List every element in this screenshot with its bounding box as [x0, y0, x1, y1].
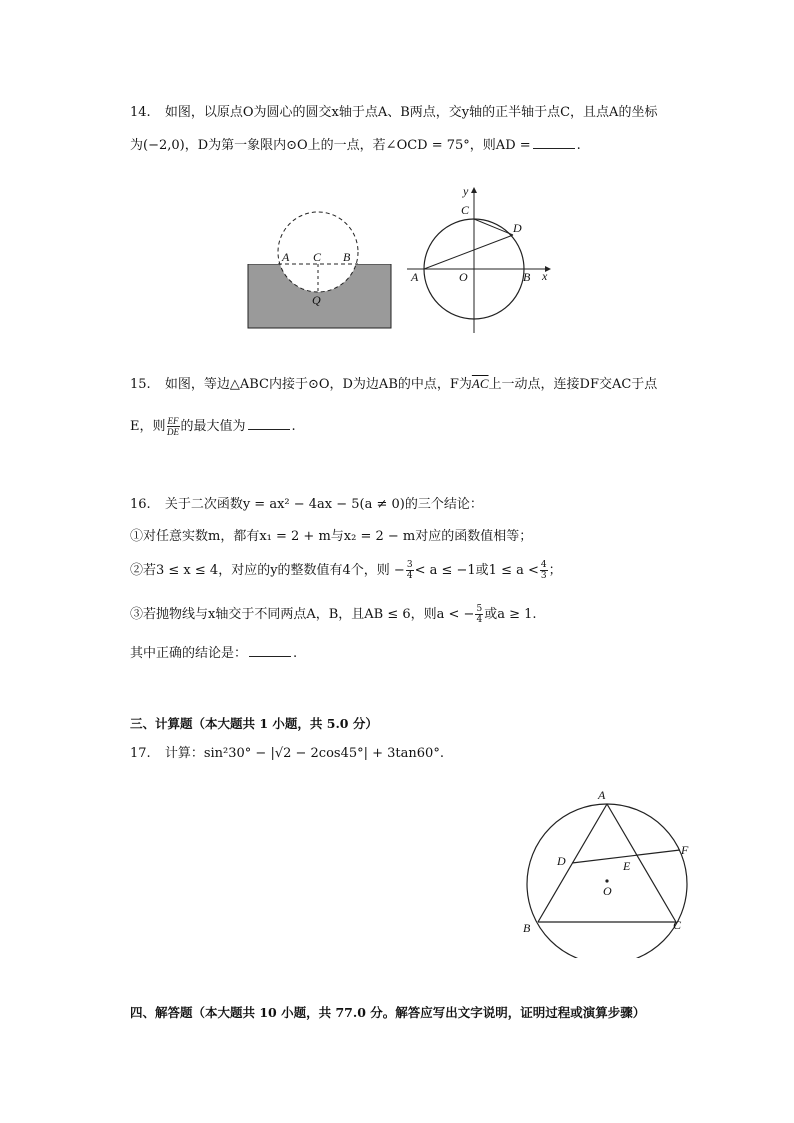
q17-line	[130, 744, 444, 764]
label-x: x	[542, 269, 548, 283]
label-C: C	[673, 918, 682, 932]
q16-c3-text-b: 或a ≥ 1.	[484, 607, 537, 622]
q16-prompt-text: 其中正确的结论是：	[130, 646, 248, 661]
q16-conclusion-3	[130, 604, 537, 625]
label-A: A	[598, 788, 606, 802]
fraction-numerator: EF	[167, 416, 179, 426]
label-D: D	[513, 221, 522, 235]
q16-period: .	[293, 646, 298, 661]
label-O: O	[459, 270, 468, 284]
q15-arc-AC: $\overline{AC}$	[471, 376, 489, 391]
fraction-denominator: DE	[167, 427, 179, 437]
q15-answer-blank	[248, 415, 290, 430]
label-B: B	[523, 270, 531, 284]
q14-number: 14.	[130, 105, 151, 120]
segment-AD	[424, 235, 513, 269]
label-C: C	[313, 250, 322, 264]
q16-conclusion-2	[130, 560, 562, 581]
fraction-denominator: 4	[476, 615, 483, 625]
q16-stem: 关于二次函数y = ax² − 4ax − 5(a ≠ 0)的三个结论：	[164, 497, 483, 512]
q15-text-c: E，则	[130, 419, 166, 434]
q16-c3-text-a: ③若抛物线与x轴交于不同两点A，B，且AB ≤ 6，则a < −	[130, 607, 475, 622]
q17-number: 17.	[130, 746, 151, 761]
q16-c2-text-a: ②若3 ≤ x ≤ 4，对应的y的整数值有4个，则 −	[130, 563, 405, 578]
center-point	[605, 879, 608, 882]
section-4-heading: 四、解答题（本大题共 10 小题，共 77.0 分。解答应写出文字说明，证明过程或演算步骤）	[130, 1005, 646, 1020]
fraction-numerator: 5	[476, 604, 483, 614]
q14-figure-left	[240, 200, 400, 335]
q14-text-line2: 为(−2,0)，D为第一象限内⊙O上的一点，若∠OCD = 75°，则AD =	[130, 138, 531, 153]
label-O: O	[603, 884, 612, 898]
q16-c2-fraction-1	[406, 560, 414, 581]
q14-answer-blank	[533, 134, 575, 149]
y-axis-arrow	[471, 187, 477, 193]
q16-conclusion-prompt	[130, 642, 297, 664]
q15-period: .	[291, 419, 296, 434]
label-A: A	[282, 250, 290, 264]
q15-line2	[130, 415, 296, 437]
label-D: D	[557, 854, 566, 868]
q14-text-line1: 如图，以原点O为圆心的圆交x轴于点A、B两点，交y轴的正半轴于点C，且点A的坐标	[164, 105, 658, 120]
fraction-numerator: 3	[406, 560, 413, 570]
fraction-denominator: 3	[540, 571, 547, 581]
q16-c2-fraction-2	[540, 560, 548, 581]
q16-conclusion-1	[130, 527, 532, 547]
label-E: E	[623, 859, 631, 873]
fraction-denominator: 4	[406, 571, 413, 581]
q16-c2-text-c: ；	[548, 563, 562, 578]
q17-expression: 计算：sin²30° − |√2 − 2cos45°| + 3tan60°.	[164, 746, 444, 761]
q16-c2-text-b: < a ≤ −1或1 ≤ a <	[414, 563, 539, 578]
label-C: C	[461, 203, 470, 217]
q15-line1	[130, 374, 657, 395]
q17-figure	[515, 783, 705, 958]
label-A: A	[411, 270, 419, 284]
label-F: F	[681, 843, 689, 857]
q15-number: 15.	[130, 377, 151, 392]
q16-answer-blank	[249, 642, 291, 657]
q15-text-a: 如图，等边△ABC内接于⊙O，D为边AB的中点，F为	[164, 377, 472, 392]
q16-line1	[130, 495, 483, 515]
q16-number: 16.	[130, 497, 151, 512]
label-y: y	[463, 184, 469, 198]
q15-text-b: 上一动点，连接DF交AC于点	[488, 377, 658, 392]
q15-fraction	[167, 416, 180, 437]
segment-CD	[474, 219, 513, 235]
fraction-numerator: 4	[540, 560, 547, 570]
side-AC	[607, 804, 676, 922]
section-3-heading: 三、计算题（本大题共 1 小题，共 5.0 分）	[130, 716, 378, 731]
q16-c3-fraction	[475, 604, 483, 625]
q15-text-d: 的最大值为	[180, 419, 246, 434]
q14-period: .	[576, 138, 581, 153]
q14-line1	[130, 103, 657, 123]
q14-figure-right	[405, 183, 555, 338]
label-B: B	[523, 921, 531, 935]
label-B: B	[343, 250, 351, 264]
label-Q: Q	[312, 293, 321, 307]
q16-c1-text: ①对任意实数m，都有x₁ = 2 + m与x₂ = 2 − m对应的函数值相等；	[130, 529, 533, 544]
q14-line2	[130, 134, 581, 156]
